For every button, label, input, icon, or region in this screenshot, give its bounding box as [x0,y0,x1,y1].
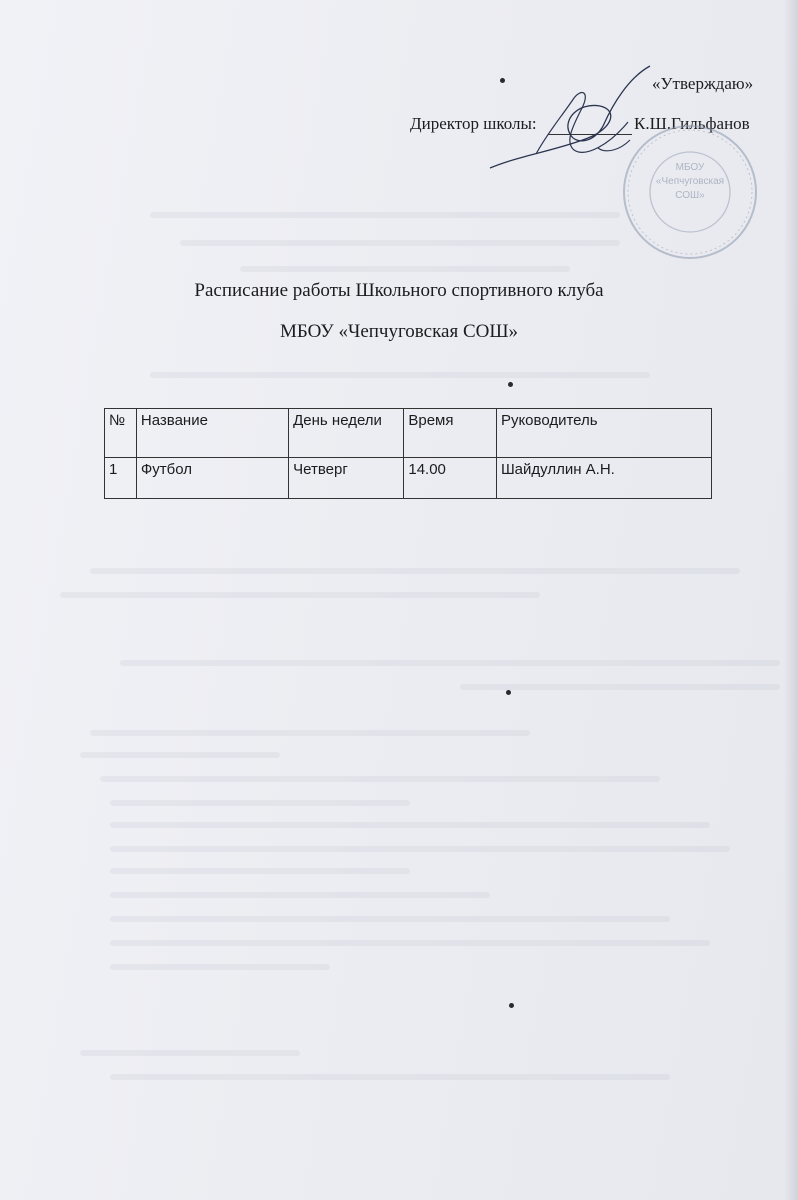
header-cell-number: № [105,409,137,458]
director-position: Директор школы: [410,114,537,133]
cell-leader: Шайдуллин А.Н. [496,458,711,499]
cell-name: Футбол [136,458,288,499]
scan-speck [508,382,513,387]
schedule-table [104,408,712,499]
cell-weekday: Четверг [289,458,404,499]
scan-speck [506,690,511,695]
seal-line-1: МБОУ [675,162,705,173]
header-cell-leader: Руководитель [496,409,711,458]
seal-line-2: «Чепчуговская [655,176,725,187]
director-name: К.Ш.Гильфанов [634,114,750,133]
scan-speck [509,1003,514,1008]
document-title: Расписание работы Школьного спортивного клуба [194,280,604,301]
table-row [105,458,712,499]
page-edge-shadow [784,0,798,1200]
header-cell-name: Название [136,409,288,458]
school-seal [605,122,775,262]
document-subtitle: МБОУ «Чепчуговская СОШ» [279,321,519,342]
table-header-row [105,409,712,458]
header-cell-time: Время [404,409,497,458]
cell-number: 1 [105,458,137,499]
approval-label: «Утверждаю» [652,74,754,93]
cell-time: 14.00 [404,458,497,499]
header-cell-weekday: День недели [289,409,404,458]
seal-line-3: СОШ» [675,190,705,201]
